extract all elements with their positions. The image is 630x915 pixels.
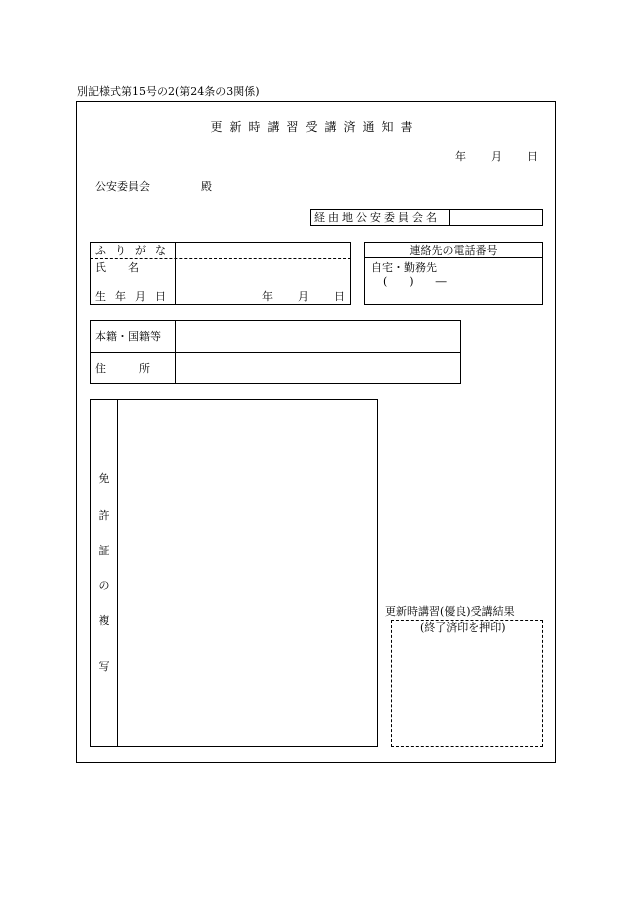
furigana-label: ふりがな [95,244,175,257]
license-copy-char: 複 [98,614,110,627]
via-commission-field[interactable] [451,211,541,224]
domicile-address-divider-h [90,352,461,353]
domicile-label: 本籍・国籍等 [95,330,161,343]
birth-day-label: 日 [334,290,345,303]
furigana-field[interactable] [178,244,348,257]
license-copy-char: 許 [98,509,110,522]
contact-header-divider [364,257,543,258]
contact-type-label: 自宅・勤務先 [371,261,437,274]
date-year-label: 年 [455,150,466,163]
birth-year-label: 年 [262,290,273,303]
address-field[interactable] [178,355,458,382]
domicile-field[interactable] [178,323,458,350]
birthdate-label: 生年月日 [95,290,175,303]
birth-month-label: 月 [298,290,309,303]
furigana-divider [90,258,351,259]
contact-header: 連絡先の電話番号 [409,244,498,257]
date-month-label: 月 [491,150,502,163]
addressee-label: 公安委員会 [95,180,150,193]
via-commission-divider [449,209,450,226]
date-day-label: 日 [527,150,538,163]
phone-format-label: ( ) ― [383,275,447,288]
address-label: 住 所 [95,362,150,375]
personal-info-divider [175,242,176,305]
result-title: 更新時講習(優良)受講結果 [385,605,515,618]
license-copy-char: 免 [98,472,110,485]
license-copy-area[interactable] [120,402,375,744]
stamp-area[interactable] [391,620,543,747]
result-subtitle: (終了済印を押印) [420,621,506,634]
license-copy-char: 写 [98,660,110,673]
form-title: 更新時講習受講済通知書 [210,120,420,134]
license-copy-divider [117,399,118,747]
name-label: 氏 名 [95,261,139,274]
name-field[interactable] [178,260,348,286]
license-copy-char: 証 [98,544,110,557]
license-copy-char: の [98,579,110,592]
via-commission-label: 経由地公安委員会名 [314,211,440,224]
form-reference: 別記様式第15号の2(第24条の3関係) [77,85,260,98]
honorific-label: 殿 [201,180,212,193]
